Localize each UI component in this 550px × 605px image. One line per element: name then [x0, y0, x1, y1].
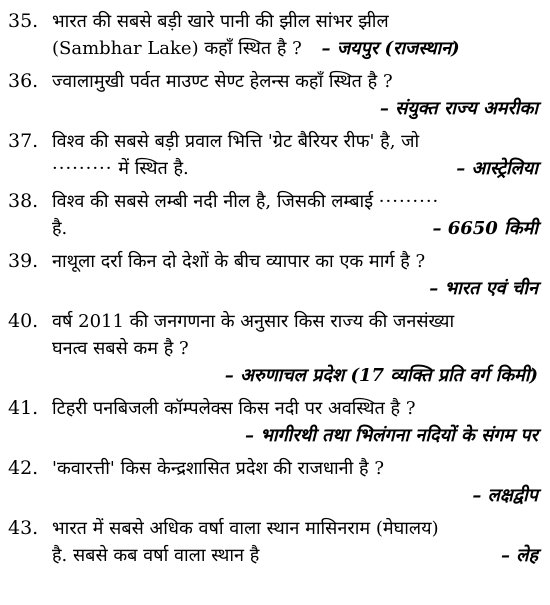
question-number: 41. — [8, 397, 39, 419]
question-text-line2-with-answer — [52, 155, 538, 182]
question-text-line1: नाथूला दर्रा किन दो देशों के बीच व्यापार का एक मार्ग है ? — [52, 251, 426, 272]
question-text-line2-rest: में स्थित है. — [112, 158, 189, 179]
question-38 — [8, 188, 538, 242]
question-number: 43. — [8, 517, 39, 539]
question-text-line2 — [52, 155, 189, 182]
question-text-line1: भारत में सबसे अधिक वर्षा वाला स्थान मासिनराम (मेघालय) — [52, 518, 439, 539]
answer-text: – लेह — [500, 545, 538, 566]
question-text-line1 — [52, 188, 538, 215]
question-text-line1: भारत की सबसे बड़ी खारे पानी की झील सांभर झील — [52, 11, 389, 32]
question-36 — [8, 68, 538, 122]
question-42 — [8, 455, 538, 509]
question-40 — [8, 308, 538, 389]
question-number: 39. — [8, 250, 39, 272]
answer-text: – 6650 किमी — [432, 218, 538, 239]
question-number: 40. — [8, 310, 39, 332]
question-text-line2: घनत्व सबसे कम है ? — [52, 338, 189, 359]
question-text-line2-with-answer — [52, 215, 538, 242]
question-number: 38. — [8, 190, 39, 212]
answer-text: – संयुक्त राज्य अमरीका — [379, 98, 538, 119]
question-text-line1: 'कवारत्ती' किस केन्द्रशासित प्रदेश की राजधानी है ? — [52, 458, 384, 479]
blank-dots: ········· — [52, 158, 113, 179]
answer-text: – आस्ट्रेलिया — [456, 158, 538, 179]
question-text-line1: विश्व की सबसे बड़ी प्रवाल भित्ति 'ग्रेट बैरियर रीफ' है, जो — [52, 131, 420, 152]
question-number: 36. — [8, 70, 39, 92]
blank-dots: ········· — [378, 191, 440, 212]
question-number: 37. — [8, 130, 39, 152]
answer-text: – भागीरथी तथा भिलंगना नदियों के संगम पर — [244, 425, 538, 446]
question-text-line2-with-answer — [52, 542, 538, 569]
question-text-line2-with-answer — [52, 35, 538, 62]
question-text-line1-main: विश्व की सबसे लम्बी नदी नील है, जिसकी लम्बाई — [52, 191, 374, 212]
answer-text: – लक्षद्वीप — [472, 485, 538, 506]
question-text-line1: वर्ष 2011 की जनगणना के अनुसार किस राज्य की जनसंख्या — [52, 311, 455, 332]
question-text-line2: (Sambhar Lake) कहाँ स्थित है ? — [52, 38, 302, 59]
answer-text: – अरुणाचल प्रदेश (17 व्यक्ति प्रति वर्ग किमी) — [224, 365, 538, 386]
question-text-line1: ज्वालामुखी पर्वत माउण्ट सेण्ट हेलन्स कहाँ स्थित है ? — [52, 71, 393, 92]
answer-text: – भारत एवं चीन — [429, 278, 538, 299]
answer-text: – जयपुर (राजस्थान) — [321, 38, 460, 59]
question-number: 35. — [8, 10, 39, 32]
question-text-line2: है. — [52, 218, 68, 239]
question-text-line1: टिहरी पनबिजली कॉम्पलेक्स किस नदी पर अवस्थित है ? — [52, 398, 416, 419]
question-39 — [8, 248, 538, 302]
question-text-line2: है. सबसे कब वर्षा वाला स्थान है — [52, 545, 260, 566]
question-number: 42. — [8, 457, 39, 479]
question-35 — [8, 8, 538, 62]
question-43 — [8, 515, 538, 569]
question-41 — [8, 395, 538, 449]
question-37 — [8, 128, 538, 182]
